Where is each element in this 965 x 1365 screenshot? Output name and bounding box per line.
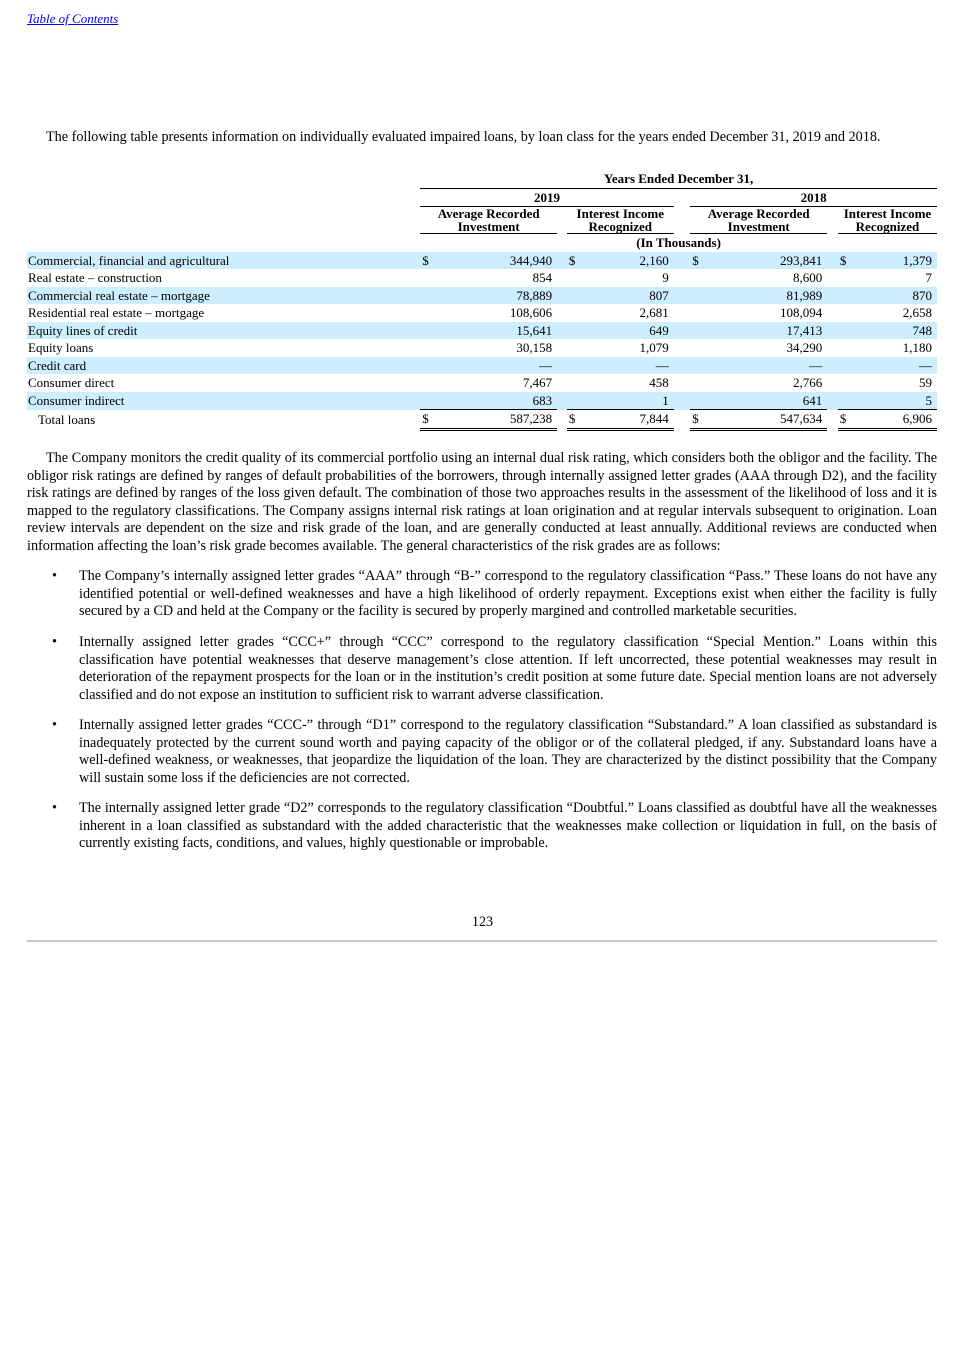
cell-value: 807 xyxy=(583,287,674,305)
table-of-contents-link[interactable]: Table of Contents xyxy=(27,11,119,26)
currency-symbol xyxy=(420,339,436,357)
cell-value: — xyxy=(583,357,674,375)
spacer xyxy=(827,392,838,410)
risk-rating-paragraph: The Company monitors the credit quality of its commercial portfolio using an internal dual risk rating, which considers both the obligor and the facility. The obligor risk ratings are defined by ranges of default probabilities of the borrowers, through internally assigned letter grades (AAA through D2), and the facility risk ratings are defined by ranges of the loss given default. The combination of those two approaches results in the assessment of the likelihood of loss and it is mapped to the regulatory classifications. The Company assigns internal risk ratings at loan origination and at regular intervals subsequent to origination. Loan review intervals are dependent on the size and risk grade of the loan, and are generally conducted at least annually. Additional reviews are conducted when information affecting the loan’s risk grade becomes available. The general characteristics of the risk grades are as follows: xyxy=(27,450,937,554)
impaired-loans-table xyxy=(27,170,937,431)
spacer xyxy=(557,322,567,340)
cell-value: 59 xyxy=(919,375,932,390)
total-value: 7,844 xyxy=(583,410,674,430)
cell-value: 2,681 xyxy=(639,305,669,320)
row-label: Commercial real estate – mortgage xyxy=(27,287,420,305)
table-row xyxy=(27,304,937,322)
intro-text: The following table presents information on individually evaluated impaired loans, by loan class for the years ended December 31, 2019 and 2018. xyxy=(46,129,881,145)
list-item-text: Internally assigned letter grades “CCC+” through “CCC” correspond to the regulatory classification “Special Mention.” Loans within this classification have potential weaknesses that deserve management’s close attention. If left uncorrected, these potential weaknesses may result in deterioration of the repayment prospects for the loan or in the institution’s credit position at some future date. Special mention loans are not adversely classified and do not expose an institution to sufficient risk to warrant adverse classification. xyxy=(79,634,937,703)
table-row xyxy=(27,392,937,410)
col-header-avg-2019: Average Recorded Investment xyxy=(420,207,557,234)
currency-symbol: $ xyxy=(838,252,854,270)
units-label: (In Thousands) xyxy=(636,235,721,250)
spacer xyxy=(827,304,838,322)
cell-value: — xyxy=(436,357,557,375)
spacer xyxy=(827,269,838,287)
currency-symbol xyxy=(838,339,854,357)
currency-symbol: $ xyxy=(420,410,436,430)
table-row xyxy=(27,252,937,270)
currency-symbol xyxy=(838,269,854,287)
row-label: Equity loans xyxy=(28,340,94,355)
cell-value: 34,290 xyxy=(786,340,823,355)
cell-value: 1,180 xyxy=(902,340,932,355)
currency-symbol xyxy=(567,287,583,305)
currency-symbol xyxy=(838,392,854,410)
spacer xyxy=(827,357,838,375)
cell-value: 1 xyxy=(583,392,674,410)
currency-symbol: $ xyxy=(690,252,706,270)
currency-symbol xyxy=(567,357,583,375)
spacer xyxy=(674,269,691,287)
currency-symbol: $ xyxy=(567,252,583,270)
spacer xyxy=(674,322,691,340)
cell-value: 81,989 xyxy=(706,287,827,305)
year-2018-header: 2018 xyxy=(690,188,937,207)
currency-symbol xyxy=(838,304,854,322)
currency-symbol xyxy=(690,322,706,340)
cell-value: — xyxy=(706,357,827,375)
spacer xyxy=(557,287,567,305)
row-label: Total loans xyxy=(38,411,96,427)
table-row xyxy=(27,287,937,305)
cell-value: 1,079 xyxy=(639,340,669,355)
cell-value: 649 xyxy=(583,322,674,340)
spacer xyxy=(674,339,691,357)
currency-symbol: $ xyxy=(690,410,706,430)
currency-symbol xyxy=(567,322,583,340)
cell-value: 683 xyxy=(436,392,557,410)
list-item-text: The internally assigned letter grade “D2” corresponds to the regulatory classification “Doubtful.” Loans classified as doubtful have all the weaknesses inherent in a loan classified as substandard with the added characteristic that the weaknesses make collection or liquidation in full, on the basis of currently existing facts, conditions, and values, highly questionable or improbable. xyxy=(79,800,937,852)
cell-value: 9 xyxy=(662,270,669,285)
spacer xyxy=(674,392,691,410)
table-row xyxy=(27,269,937,287)
currency-symbol xyxy=(567,392,583,410)
period-header: Years Ended December 31, xyxy=(420,170,937,188)
cell-value: 78,889 xyxy=(436,287,557,305)
spacer xyxy=(557,252,567,270)
row-label: Equity lines of credit xyxy=(27,322,420,340)
cell-value: 108,606 xyxy=(509,305,553,320)
row-label: Consumer indirect xyxy=(27,392,420,410)
cell-value: 5 xyxy=(854,392,937,410)
currency-symbol xyxy=(690,269,706,287)
bullet-icon: • xyxy=(52,717,57,733)
spacer xyxy=(674,287,691,305)
col-header-avg-2018: Average Recorded Investment xyxy=(690,207,827,234)
cell-value: 854 xyxy=(532,270,553,285)
col-header-income-2018: Interest Income Recognized xyxy=(838,207,937,234)
cell-value: 641 xyxy=(706,392,827,410)
spacer xyxy=(827,287,838,305)
currency-symbol xyxy=(420,357,436,375)
currency-symbol xyxy=(838,374,854,392)
bullet-icon: • xyxy=(52,800,57,816)
row-label: Commercial, financial and agricultural xyxy=(27,252,420,270)
table-row xyxy=(27,374,937,392)
row-label: Real estate – construction xyxy=(28,270,162,285)
spacer xyxy=(557,339,567,357)
spacer xyxy=(557,357,567,375)
currency-symbol xyxy=(567,374,583,392)
currency-symbol xyxy=(420,322,436,340)
cell-value: 17,413 xyxy=(706,322,827,340)
currency-symbol xyxy=(420,269,436,287)
currency-symbol xyxy=(420,392,436,410)
spacer xyxy=(674,374,691,392)
cell-value: 108,094 xyxy=(779,305,823,320)
currency-symbol xyxy=(690,287,706,305)
cell-value: 748 xyxy=(854,322,937,340)
cell-value: 870 xyxy=(854,287,937,305)
list-item-text: The Company’s internally assigned letter grades “AAA” through “B-” correspond to the regulatory classification “Pass.” These loans do not have any identified potential or well-defined weaknesses and have a high likelihood of orderly repayment. Exceptions exist when either the facility is fully secured by a CD and held at the Company or the facility is secured by properly margined and controlled marketable securities. xyxy=(79,568,937,620)
spacer xyxy=(557,304,567,322)
cell-value: 344,940 xyxy=(436,252,557,270)
total-row xyxy=(27,410,937,430)
cell-value: 2,160 xyxy=(583,252,674,270)
currency-symbol xyxy=(838,357,854,375)
currency-symbol: $ xyxy=(420,252,436,270)
currency-symbol: $ xyxy=(567,410,583,430)
spacer xyxy=(557,392,567,410)
currency-symbol xyxy=(690,374,706,392)
page-number: 123 xyxy=(471,914,494,930)
spacer xyxy=(827,252,838,270)
cell-value: 7,467 xyxy=(522,375,553,390)
spacer xyxy=(827,339,838,357)
col-header-income-2019: Interest Income Recognized xyxy=(567,207,674,234)
cell-value: 2,766 xyxy=(792,375,823,390)
cell-value: 293,841 xyxy=(706,252,827,270)
currency-symbol xyxy=(838,322,854,340)
list-item-text: Internally assigned letter grades “CCC-” through “D1” correspond to the regulatory classification “Substandard.” A loan classified as substandard is inadequately protected by the current sound worth and paying capacity of the obligor or of the collateral pledged, if any. Substandard loans have a well-defined weakness, or weaknesses, that jeopardize the liquidation of the loan. They are characterized by the distinct possibility that the Company will sustain some loss if the deficiencies are not corrected. xyxy=(79,717,937,786)
cell-value: 7 xyxy=(925,270,932,285)
year-2019-header: 2019 xyxy=(420,188,674,207)
table-row xyxy=(27,357,937,375)
spacer xyxy=(557,374,567,392)
cell-value: — xyxy=(854,357,937,375)
total-value: 6,906 xyxy=(854,410,937,430)
currency-symbol xyxy=(690,339,706,357)
currency-symbol xyxy=(690,304,706,322)
currency-symbol xyxy=(420,287,436,305)
row-label: Credit card xyxy=(27,357,420,375)
table-row xyxy=(27,339,937,357)
spacer xyxy=(674,252,691,270)
bullet-icon: • xyxy=(52,568,57,584)
spacer xyxy=(827,374,838,392)
currency-symbol: $ xyxy=(838,410,854,430)
row-label: Residential real estate – mortgage xyxy=(28,305,205,320)
currency-symbol xyxy=(420,304,436,322)
footer-divider xyxy=(27,940,937,942)
currency-symbol xyxy=(690,357,706,375)
spacer xyxy=(827,322,838,340)
table-row xyxy=(27,322,937,340)
row-label: Consumer direct xyxy=(28,375,115,390)
currency-symbol xyxy=(567,339,583,357)
total-value: 587,238 xyxy=(436,410,557,430)
cell-value: 458 xyxy=(649,375,669,390)
currency-symbol xyxy=(420,374,436,392)
bullet-icon: • xyxy=(52,634,57,650)
currency-symbol xyxy=(690,392,706,410)
spacer xyxy=(674,357,691,375)
currency-symbol xyxy=(567,269,583,287)
currency-symbol xyxy=(838,287,854,305)
spacer xyxy=(674,304,691,322)
spacer xyxy=(557,269,567,287)
cell-value: 30,158 xyxy=(516,340,553,355)
cell-value: 2,658 xyxy=(902,305,932,320)
currency-symbol xyxy=(567,304,583,322)
cell-value: 15,641 xyxy=(436,322,557,340)
cell-value: 1,379 xyxy=(854,252,937,270)
total-value: 547,634 xyxy=(706,410,827,430)
cell-value: 8,600 xyxy=(792,270,823,285)
